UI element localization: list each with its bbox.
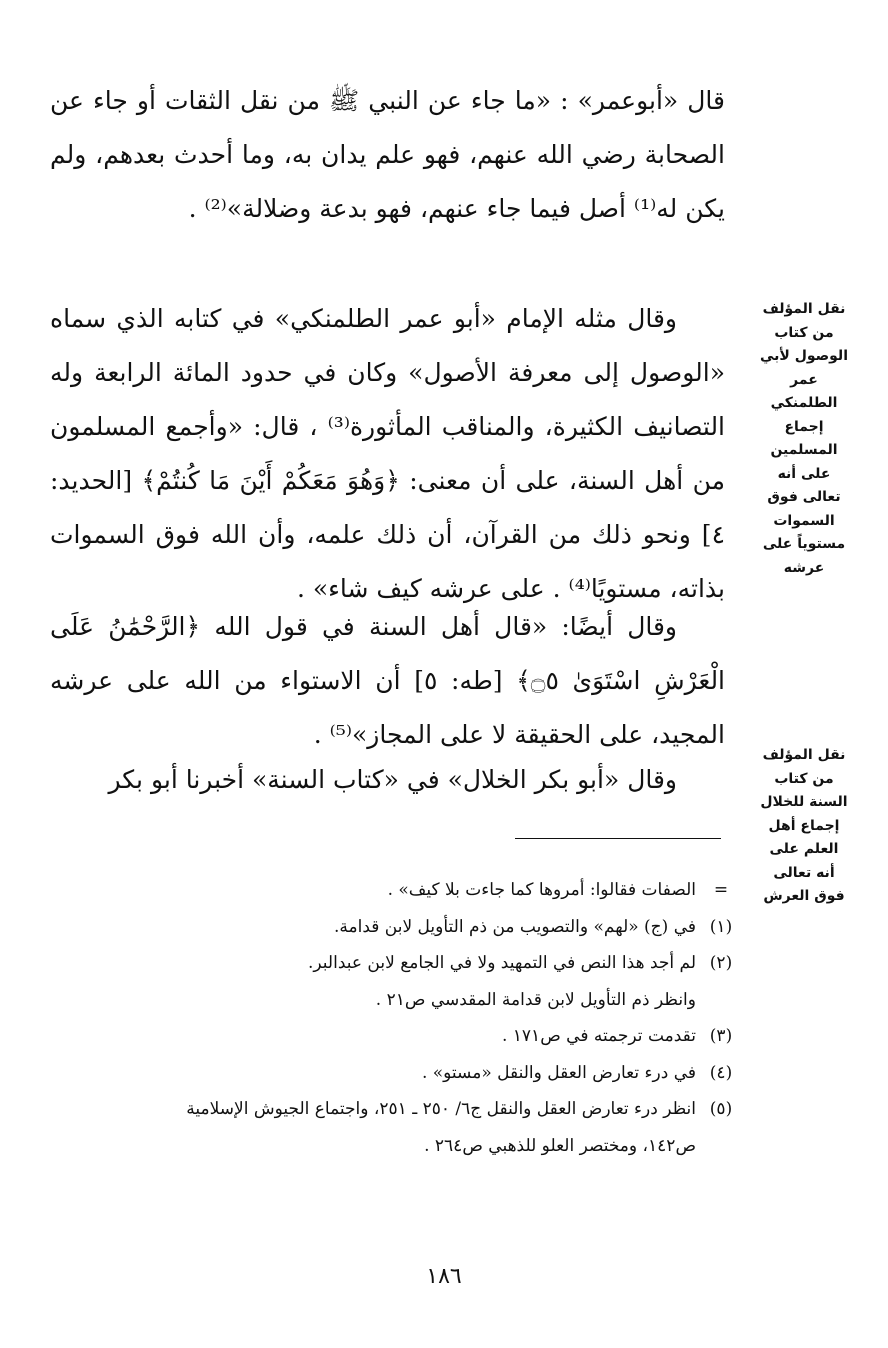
paragraph-text: وقال «أبو بكر الخلال» في «كتاب السنة» أخبرنا أبو بكر — [108, 765, 677, 794]
footnote-mark: (٥) — [709, 1099, 733, 1119]
footnote-text: في (ج) «لهم» والتصويب من ذم التأويل لابن قدامة. — [333, 916, 696, 937]
footnote-continuation — [56, 872, 746, 909]
footnote-text: تقدمت ترجمته في ص١٧١ . — [501, 1026, 696, 1046]
footnote-mark: = — [713, 880, 729, 900]
footnote-4 — [56, 1055, 746, 1092]
paragraph-ahl-al-sunnah — [50, 600, 725, 762]
paragraph-abu-umar — [50, 74, 725, 236]
footnote-2 — [56, 945, 746, 982]
footnote-text: لم أجد هذا النص في التمهيد ولا في الجامع لابن عبدالبر. — [308, 953, 696, 973]
footnote-5 — [56, 1091, 746, 1128]
paragraph-text: وقال مثله الإمام «أبو عمر الطلمنكي» في كتابه الذي سماه «الوصول إلى معرفة الأصول» وكان في حدود المائة الرابعة وله التصانيف الكثيرة، والمناقب المأثورة⁽³⁾ ، قال: «وأجمع المسلمون من أهل السنة، على أن معنى: ﴿وَهُوَ مَعَكُمْ أَيْنَ مَا كُنتُمْ﴾ [الحديد: ٤] ونحو ذلك من القرآن، أن ذلك علمه، وأن الله فوق السموات بذاته، مستويًا⁽⁴⁾ . على عرشه كيف شاء» . — [50, 304, 726, 603]
footnote-text: ص١٤٢، ومختصر العلو للذهبي ص٢٦٤ . — [424, 1135, 696, 1156]
footnote-1 — [56, 909, 746, 946]
paragraph-talamanki — [50, 292, 725, 616]
footnote-2-continued — [56, 982, 746, 1019]
page-number: ١٨٦ — [426, 1264, 462, 1289]
footnote-text: انظر درء تعارض العقل والنقل ج٦/ ٢٥٠ ـ ٢٥١، واجتماع الجيوش الإسلامية — [186, 1099, 696, 1119]
paragraph-khallal — [50, 753, 725, 807]
footnote-mark: (١) — [709, 916, 733, 937]
footnotes — [56, 872, 746, 1164]
footnote-text: الصفات فقالوا: أمروها كما جاءت بلا كيف» . — [387, 880, 696, 900]
footnote-text: وانظر ذم التأويل لابن قدامة المقدسي ص٢١ . — [375, 989, 696, 1010]
margin-note-khallal: نقل المؤلف من كتاب السنة للخلال إجماع أهل العلم على أنه تعالى فوق العرش — [760, 747, 848, 904]
footnote-mark: (٤) — [709, 1062, 733, 1083]
footnote-mark: (٢) — [709, 953, 733, 973]
margin-note-talamanki: نقل المؤلف من كتاب الوصول لأبي عمر الطلمنكي إجماع المسلمين على أنه تعالى فوق السموات مستوياً على عرشه — [759, 301, 848, 576]
paragraph-text: قال «أبوعمر» : «ما جاء عن النبي ﷺ من نقل الثقات أو جاء عن الصحابة رضي الله عنهم، فهو علم يدان به، وما أحدث بعدهم، ولم يكن له⁽¹⁾ أصل فيما جاء عنهم، فهو بدعة وضلالة»⁽²⁾ . — [50, 86, 725, 223]
footnote-text: في درء تعارض العقل والنقل «مستو» . — [421, 1062, 696, 1083]
paragraph-text: وقال أيضًا: «قال أهل السنة في قول الله ﴿الرَّحْمَٰنُ عَلَى الْعَرْشِ اسْتَوَىٰ ۝٥﴾ [طه: ٥] أن الاستواء من الله على عرشه المجيد، على الحقيقة لا على المجاز»⁽⁵⁾ . — [50, 612, 726, 749]
footnote-3 — [56, 1018, 746, 1055]
footnote-5-continued — [56, 1128, 746, 1165]
footnote-mark: (٣) — [709, 1026, 733, 1046]
footnote-divider — [515, 838, 721, 839]
